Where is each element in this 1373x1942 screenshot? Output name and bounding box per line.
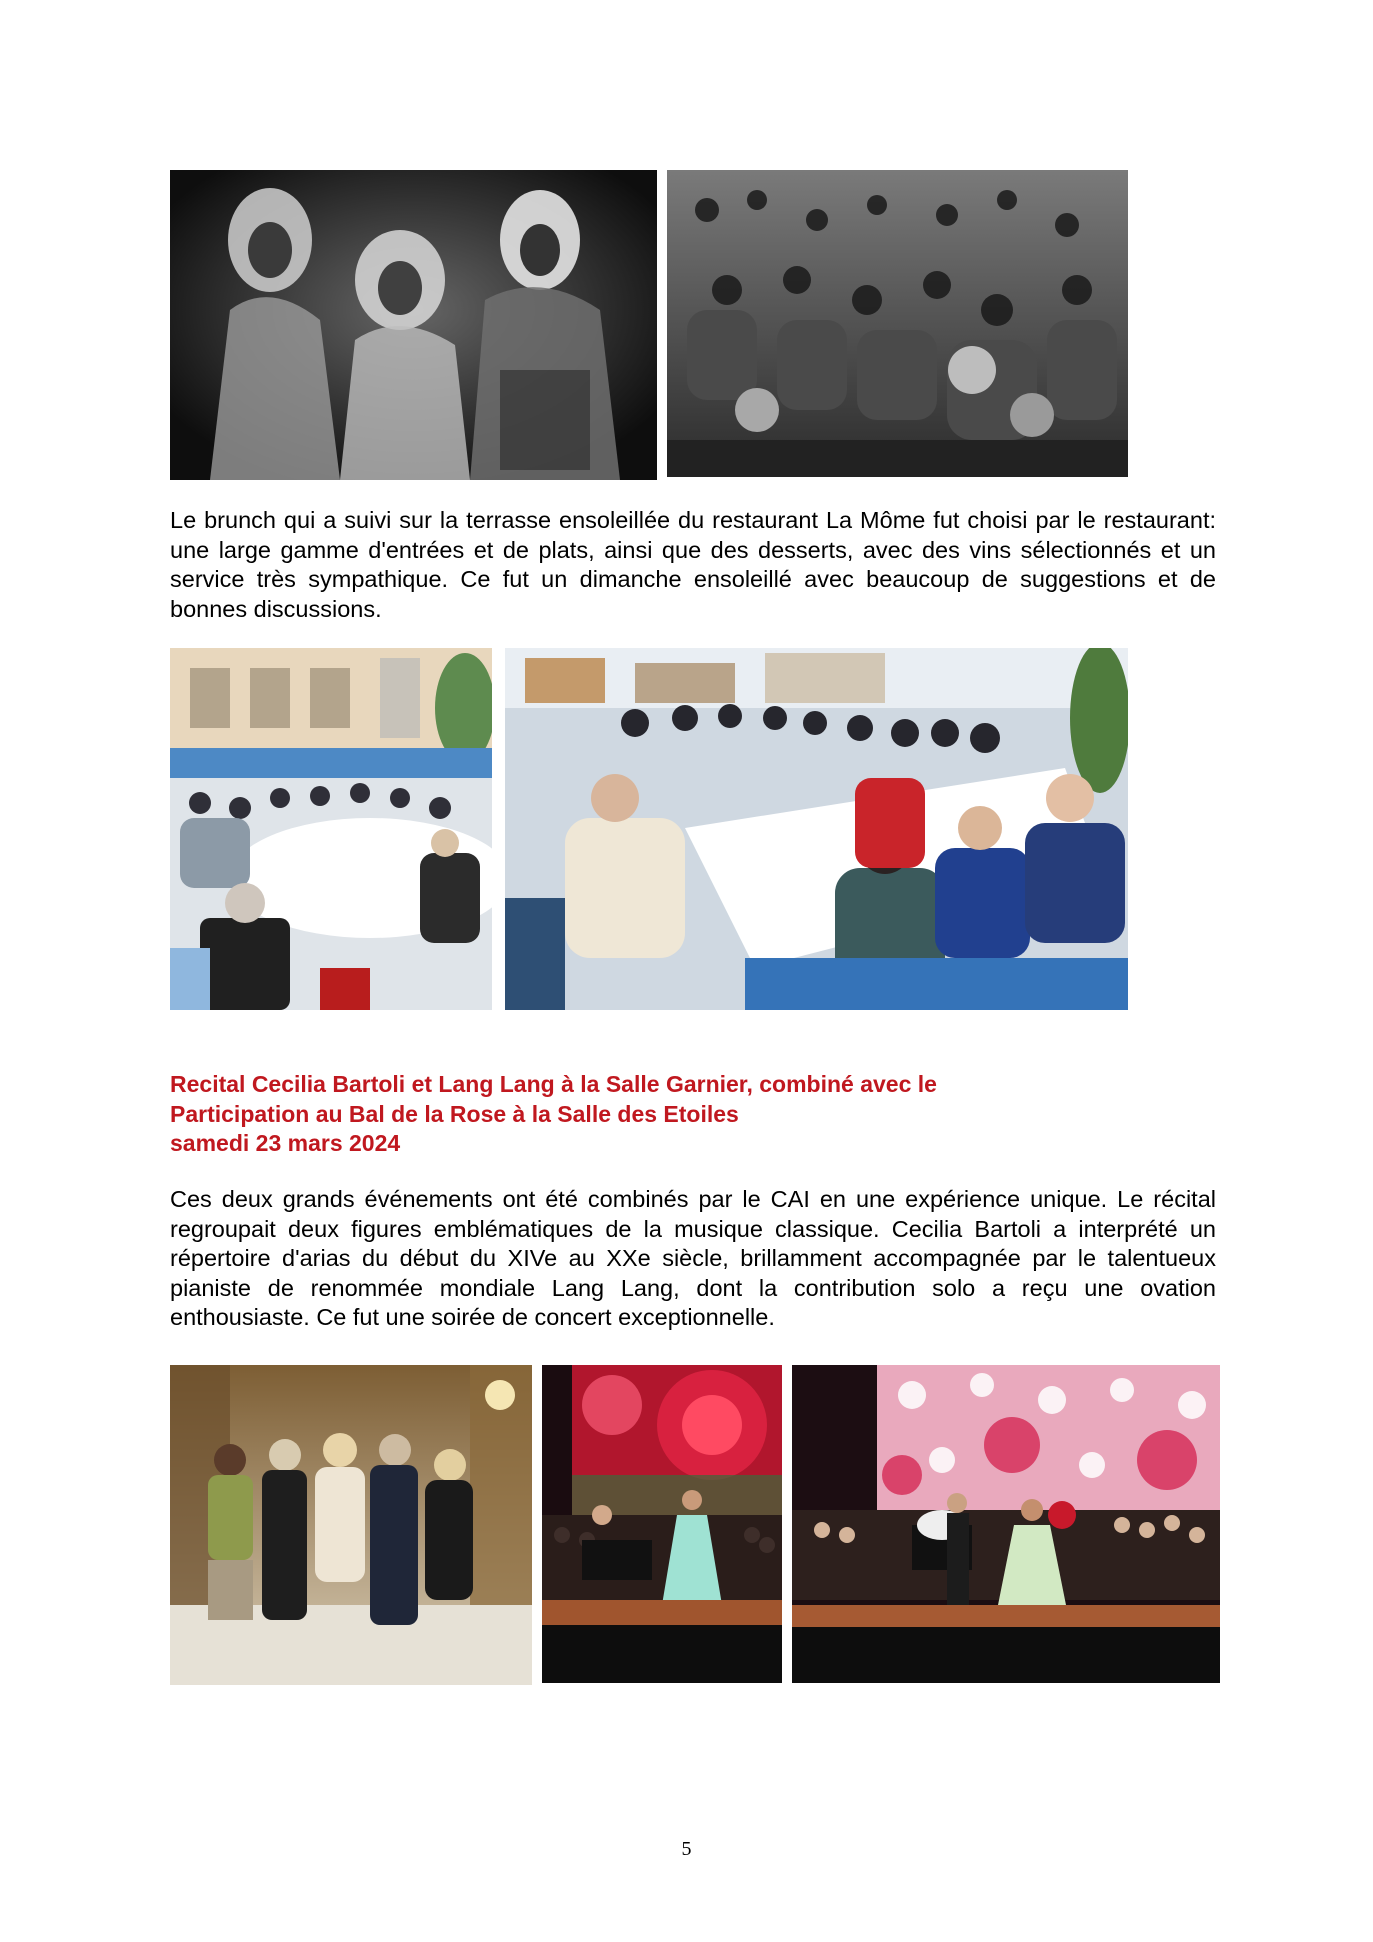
photo-brunch-guests-harbour	[505, 648, 1128, 1010]
section-heading-line-1: Recital Cecilia Bartoli et Lang Lang à la Salle Garnier, combiné avec le	[170, 1071, 937, 1097]
section-heading	[170, 1070, 1216, 1159]
brunch-paragraph: Le brunch qui a suivi sur la terrasse ensoleillée du restaurant La Môme fut choisi par le restaurant: une large gamme d'entrées et de plats, ainsi que des desserts, avec des vins sélectionnés et un service très sympathique. Ce fut un dimanche ensoleillé avec beaucoup de suggestions et de bonnes discussions.	[170, 507, 1216, 622]
section-heading-line-2: Participation au Bal de la Rose à la Salle des Etoiles	[170, 1100, 739, 1127]
photo-group-salle-garnier	[170, 1365, 532, 1685]
section-heading-date: samedi 23 mars 2024	[170, 1130, 401, 1156]
photo-nenets-family	[170, 170, 657, 480]
photo-recital-stage-rose	[542, 1365, 782, 1683]
recital-paragraph: Ces deux grands événements ont été combinés par le CAI en une expérience unique. Le récital regroupait deux figures emblématiques de la musique classique. Cecilia Bartoli a interprété un répertoire d'arias du début du XIVe au XXe siècle, brillamment accompagnée par le talentueux pianiste de renommée mondiale Lang Lang, dont la contribution solo a reçu une ovation enthousiaste. Ce fut une soirée de concert exceptionnelle.	[170, 1186, 1216, 1330]
photo-gold-mine-workers	[667, 170, 1128, 477]
photo-brunch-terrace-table	[170, 648, 492, 1010]
photo-recital-ovation	[792, 1365, 1220, 1683]
page-number: 5	[681, 1838, 692, 1860]
